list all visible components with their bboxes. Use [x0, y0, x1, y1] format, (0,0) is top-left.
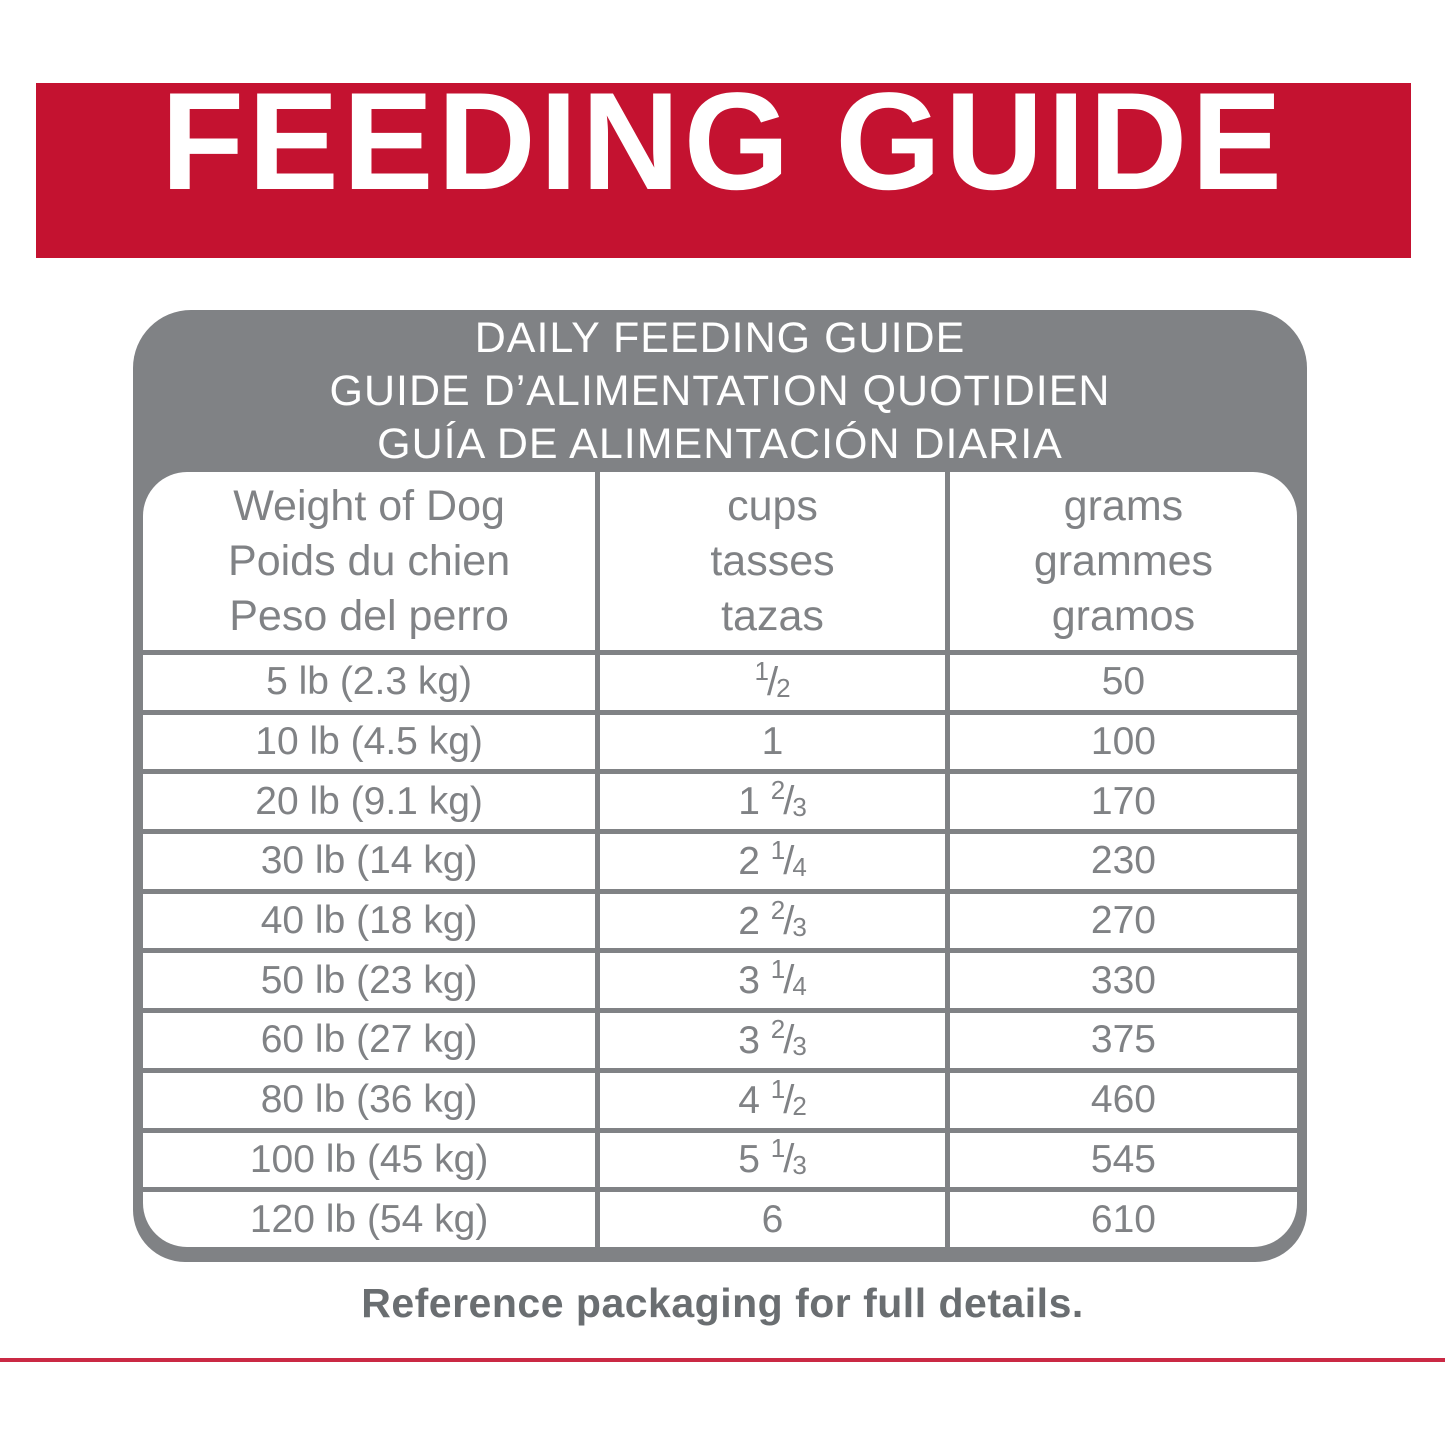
- weight-cell: 40 lb (18 kg): [143, 891, 598, 951]
- table-row: [143, 1011, 1297, 1071]
- column-header-weight: [143, 472, 598, 653]
- panel-title: [143, 310, 1297, 472]
- cups-value: 3 $^1/_4$: [738, 954, 807, 1003]
- table-row: [143, 1130, 1297, 1190]
- header-cups-es: tazas: [721, 591, 824, 640]
- table-row: [143, 832, 1297, 892]
- cups-value: 1 $^2/_3$: [738, 775, 807, 824]
- panel-title-line-fr: GUIDE D’ALIMENTATION QUOTIDIEN: [329, 366, 1111, 415]
- column-header-cups: [598, 472, 948, 653]
- cups-value: 4 $^1/_2$: [738, 1073, 807, 1122]
- cups-cell: [598, 772, 948, 832]
- weight-cell: 50 lb (23 kg): [143, 951, 598, 1011]
- header-cups-fr: tasses: [710, 536, 835, 585]
- feeding-table-container: [143, 472, 1297, 1247]
- header-weight-fr: Poids du chien: [228, 536, 511, 585]
- cups-value: 5 $^1/_3$: [738, 1133, 807, 1182]
- grams-cell: 270: [947, 891, 1297, 951]
- feeding-table-body: [143, 653, 1297, 1248]
- daily-feeding-guide-panel: [133, 310, 1307, 1262]
- cups-cell: [598, 1070, 948, 1130]
- cups-cell: [598, 1190, 948, 1247]
- table-row: [143, 712, 1297, 772]
- cups-cell: [598, 1130, 948, 1190]
- bottom-border-line: [0, 1358, 1445, 1362]
- grams-cell: 610: [1090, 1197, 1156, 1241]
- table-row: [143, 951, 1297, 1011]
- grams-cell: 460: [947, 1070, 1297, 1130]
- weight-cell: 80 lb (36 kg): [143, 1070, 598, 1130]
- grams-cell: 375: [947, 1011, 1297, 1071]
- weight-cell: 20 lb (9.1 kg): [143, 772, 598, 832]
- weight-cell: 60 lb (27 kg): [143, 1011, 598, 1071]
- grams-cell: 545: [947, 1130, 1297, 1190]
- grams-cell: 170: [947, 772, 1297, 832]
- feeding-guide-banner-title: FEEDING GUIDE: [161, 62, 1286, 219]
- reference-note: Reference packaging for full details.: [361, 1280, 1084, 1326]
- cups-value: 2 $^1/_4$: [738, 834, 807, 883]
- header-grams-fr: grammes: [1033, 536, 1214, 585]
- panel-title-line-en: DAILY FEEDING GUIDE: [474, 313, 966, 362]
- cups-value: $^1/_2$: [754, 655, 791, 704]
- cups-value: 2 $^2/_3$: [738, 894, 807, 943]
- feeding-guide-banner: [36, 62, 1411, 258]
- header-weight-en: Weight of Dog: [233, 481, 505, 530]
- weight-cell: 100 lb (45 kg): [143, 1130, 598, 1190]
- table-header-row: [143, 472, 1297, 653]
- cups-cell: [598, 951, 948, 1011]
- weight-cell: 120 lb (54 kg): [143, 1190, 598, 1247]
- panel-title-line-es: GUÍA DE ALIMENTACIÓN DIARIA: [377, 419, 1063, 468]
- cups-cell: [598, 712, 948, 772]
- header-cups-en: cups: [727, 481, 818, 530]
- weight-cell: 5 lb (2.3 kg): [143, 653, 598, 713]
- feeding-table: [143, 472, 1297, 1247]
- table-row: [143, 1070, 1297, 1130]
- column-header-grams: [947, 472, 1297, 653]
- table-row: [143, 1190, 1297, 1247]
- cups-value: 3 $^2/_3$: [738, 1013, 807, 1062]
- cups-cell: [598, 891, 948, 951]
- table-row: [143, 653, 1297, 713]
- grams-cell: 50: [947, 653, 1297, 713]
- table-row: [143, 772, 1297, 832]
- weight-cell: 10 lb (4.5 kg): [143, 712, 598, 772]
- cups-value: 1: [761, 720, 784, 764]
- header-grams-en: grams: [1063, 481, 1184, 530]
- table-row: [143, 891, 1297, 951]
- header-weight-es: Peso del perro: [229, 591, 509, 640]
- grams-cell: 230: [947, 832, 1297, 892]
- cups-cell: [598, 832, 948, 892]
- cups-cell: [598, 653, 948, 713]
- weight-cell: 30 lb (14 kg): [143, 832, 598, 892]
- cups-value: 6: [761, 1197, 784, 1241]
- header-grams-es: gramos: [1051, 591, 1196, 640]
- cups-cell: [598, 1011, 948, 1071]
- grams-cell: 100: [947, 712, 1297, 772]
- grams-cell: 330: [947, 951, 1297, 1011]
